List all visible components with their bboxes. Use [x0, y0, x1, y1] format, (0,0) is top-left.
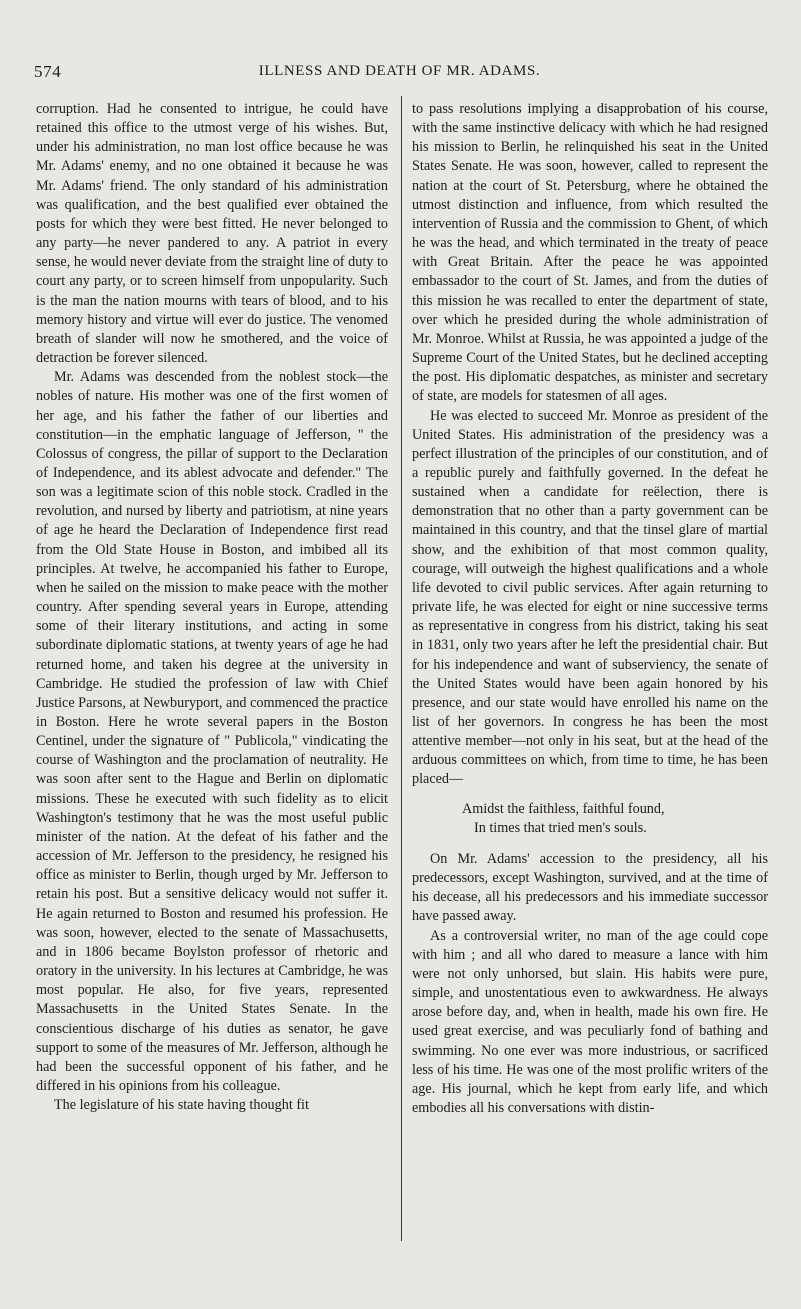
paragraph: The legislature of his state having thought fit [54, 1097, 309, 1114]
paragraph: As a controversial writer, no man of the age could cope with him ; and all who dared to measure a lance with him were not only unhorsed, but slain. His habits were pure, simple, and unostentatious even to awkwardness. He always arose before day, and, when in health, made his own fire. He used great exercise, and was peculiarly fond of bathing and swimming. No one ever was more industrious, or sacrificed less of his time. He was one of the most prolific writers of the age. His journal, which he kept from early life, and which embodies all his conversations with distin- [412, 927, 768, 1116]
paragraph: Mr. Adams was descended from the noblest stock—the nobles of nature. His mother was one of the first women of her age, and his father the father of our liberties and constitution—in the emphatic language of Jefferson, " the Colossus of congress, the pillar of support to the Declaration of Independence, and its ablest advocate and defender." The son was a legitimate scion of this noble stock. Cradled in the revolution, and nursed by liberty and patriotism, at nine years of age he heard the Declaration of Independence first read from the Old State House in Boston, and imbibed all its principles. At twelve, he accompanied his father to Europe, when he sailed on the mission to make peace with the mother country. After spending several years in Europe, attending some of their literary institutions, and acting in some subordinate diplomatic stations, at twenty years of age he had returned home, and taken his degree at the university in Cambridge. He studied the profession of law with Chief Justice Parsons, at Newburyport, and commenced the practice in Boston. Here he wrote several papers in the Boston Centinel, under the signature of " Publicola," vindicating the course of Washington and the proclamation of neutrality. He was soon after sent to the Hague and Berlin on diplomatic missions. These he executed with such fidelity as to elicit Washington's testimony that he was the most useful public minister of the nation. At the defeat of his father and the accession of Mr. Jefferson to the presidency, he resigned his office as minister to Berlin, though urged by Mr. Jefferson to retain his post. But a sensitive delicacy would not suffer it. He again returned to Boston and resumed his profession. He was soon, however, elected to the senate of Massachusetts, and in 1806 became Boylston professor of rhetoric and oratory in the university. In his lectures at Cambridge, he was most popular. He also, for five years, represented Massachusetts in the United States Senate. In the conscientious discharge of his duties as senator, he gave support to some of the measures of Mr. Jefferson, although he had been the successful opponent of his father, and he differed in his opinions from his colleague. [36, 369, 388, 1094]
verse-line: Amidst the faithless, faithful found, [462, 800, 665, 817]
paragraph: On Mr. Adams' accession to the presidency, all his predecessors, except Washington, survived, and at the time of his decease, all his predecessors and his immediate successor have passed away. [412, 850, 768, 925]
paragraph: He was elected to succeed Mr. Monroe as president of the United States. His administration of the presidency was a perfect illustration of the principles of our constitution, and of a republic purely and faithfully governed. In the defeat he sustained when a candidate for reëlection, there is demonstration that no other than a party government can be maintained in this country, and that the tinsel glare of martial show, and the exhibition of that most common quality, courage, will outweigh the highest qualifications and a whole life devoted to civil public services. After again returning to private life, he was elected for eight or nine successive terms as representative in congress from his district, taking his seat in 1831, only two years after he left the presidential chair. But for his independence and want of subserviency, the senate of the United States would have been again honored by his presence, and our state would have enrolled his name on the list of her governors. In congress he has been the most attentive member—not only in his seat, but at the head of the arduous committees on which, from time to time, he has been placed— [412, 407, 768, 788]
column-divider [401, 96, 402, 1241]
paragraph: to pass resolutions implying a disapprobation of his course, with the same instinctive delicacy with which he had resigned his mission to Berlin, he relinquished his seat in the United States Senate. He was soon, however, called to represent the nation at the court of St. Petersburg, where he obtained the utmost distinction and influence, from which resulted the intervention of Russia and the commission to Ghent, of which he was the head, and which terminated in the treaty of peace with Great Britain. After the peace he was appointed embassador to the court of St. James, and from the duties of this mission he was recalled to enter the department of state, over which he presided during the whole administration of Mr. Monroe. Whilst at Russia, he was appointed a judge of the Supreme Court of the United States, but he declined accepting the post. His diplomatic despatches, as minister and secretary of state, are models for statesmen of all ages. [412, 101, 768, 405]
verse-quote [412, 800, 768, 838]
running-title: ILLNESS AND DEATH OF MR. ADAMS. [258, 63, 541, 79]
verse-line: In times that tried men's souls. [474, 819, 647, 836]
paragraph: corruption. Had he consented to intrigue, he could have retained this office to the utmost verge of his wishes. But, under his administration, no man lost office because he was Mr. Adams' enemy, and no one obtained it because he was Mr. Adams' friend. The only standard of his administration was qualification, and the best qualified ever obtained the posts for which they were best fitted. He never belonged to any party—he never pandered to any. A patriot in every sense, he would never deviate from the straight line of duty to court any party, or to screen himself from unpopularity. Such is the man the nation mourns with tears of blood, and to his memory history and virtue will ever do justice. The venomed breath of slander will now he smothered, and the voice of detraction be forever silenced. [36, 101, 388, 367]
right-column [412, 100, 768, 1118]
page-header [34, 62, 765, 86]
page-number: 574 [34, 62, 62, 81]
left-column [36, 100, 388, 1115]
